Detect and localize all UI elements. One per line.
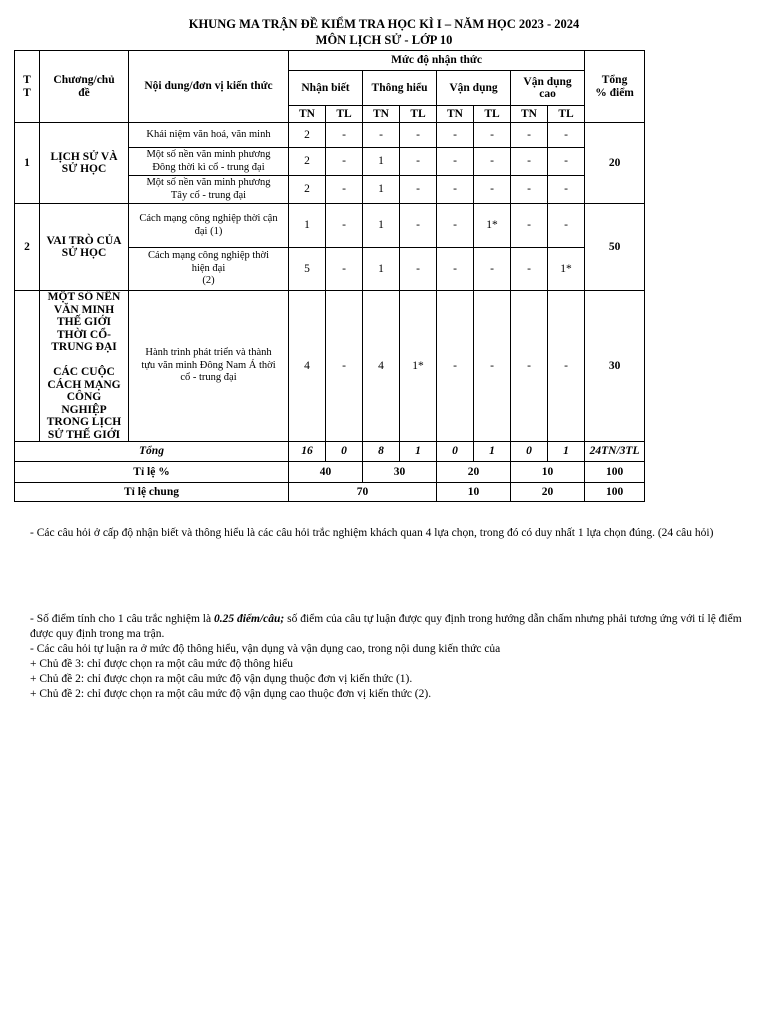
level-cell: - (437, 176, 474, 204)
level-cell: 5 (289, 248, 326, 291)
total-cell: 1 (474, 442, 511, 462)
sub-header-cell: TN (437, 106, 474, 123)
chapter-total: 50 (585, 204, 645, 291)
chapter-total: 30 (585, 291, 645, 442)
level-cell: 1 (363, 204, 400, 248)
level-cell: - (326, 291, 363, 442)
header-content: Nội dung/đơn vị kiến thức (129, 51, 289, 123)
level-cell: 1 (363, 248, 400, 291)
level-cell: 4 (289, 291, 326, 442)
level-cell: 1* (400, 291, 437, 442)
level-cell: - (400, 123, 437, 148)
header-chapter: Chương/chủ đề (40, 51, 129, 123)
document-subtitle: MÔN LỊCH SỬ - LỚP 10 (315, 33, 453, 47)
level-cell: 1 (289, 204, 326, 248)
chapter-number (15, 291, 40, 442)
header-total: Tổng % điểm (585, 51, 645, 123)
ratio-cell: 40 (289, 462, 363, 483)
sub-header-cell: TL (548, 106, 585, 123)
level-cell: 4 (363, 291, 400, 442)
level-cell: - (548, 176, 585, 204)
level-cell: 1 (363, 176, 400, 204)
level-cell: - (400, 148, 437, 176)
overall-ratio-total: 100 (585, 483, 645, 502)
level-cell: - (548, 291, 585, 442)
note-topic-2-apply: + Chủ đề 2: chỉ được chọn ra một câu mức độ vận dụng thuộc đơn vị kiến thức (1). (30, 673, 413, 685)
ratio-row (15, 462, 645, 483)
level-cell: - (437, 148, 474, 176)
level-cell: - (437, 248, 474, 291)
level-cell: - (400, 248, 437, 291)
sub-header-cell: TN (363, 106, 400, 123)
sub-header-cell: TN (289, 106, 326, 123)
level-cell: 2 (289, 148, 326, 176)
note-topic-3: + Chủ đề 3: chỉ được chọn ra một câu mức độ thông hiểu (30, 658, 293, 670)
level-thong-hieu: Thông hiểu (363, 71, 437, 106)
total-cell: 0 (511, 442, 548, 462)
content-unit: Khái niệm văn hoá, văn minh (129, 123, 289, 148)
ratio-cell: 30 (363, 462, 437, 483)
level-cell: - (548, 204, 585, 248)
level-cell: - (326, 204, 363, 248)
level-cell: - (437, 123, 474, 148)
level-cell: - (511, 248, 548, 291)
level-cell: 1* (548, 248, 585, 291)
ratio-label: Tỉ lệ % (15, 462, 289, 483)
level-cell: - (511, 123, 548, 148)
content-row (15, 204, 645, 248)
ratio-cell: 20 (437, 462, 511, 483)
chapter-name: LỊCH SỬ VÀ SỬ HỌC (40, 123, 129, 204)
level-van-dung: Vận dụng (437, 71, 511, 106)
level-cell: - (511, 204, 548, 248)
level-cell: - (400, 176, 437, 204)
total-overall: 24TN/3TL (585, 442, 645, 462)
level-cell: - (511, 291, 548, 442)
total-cell: 1 (548, 442, 585, 462)
total-cell: 8 (363, 442, 400, 462)
level-cell: - (511, 148, 548, 176)
level-cell: - (474, 123, 511, 148)
content-row (15, 291, 645, 442)
content-unit: Một số nền văn minh phương Đông thời kì cổ - trung đại (129, 148, 289, 176)
level-cell: 1 (363, 148, 400, 176)
level-cell: 1* (474, 204, 511, 248)
total-cell: 0 (326, 442, 363, 462)
level-cell: - (437, 204, 474, 248)
sub-header-cell: TL (326, 106, 363, 123)
overall-ratio-label: Tỉ lệ chung (15, 483, 289, 502)
level-cell: - (548, 148, 585, 176)
total-label: Tổng (15, 442, 289, 462)
total-row (15, 442, 645, 462)
ratio-total: 100 (585, 462, 645, 483)
chapter-name: VAI TRÒ CỦA SỬ HỌC (40, 204, 129, 291)
note-scoring-emphasis: 0.25 điểm/câu; (213, 613, 285, 625)
content-row (15, 123, 645, 148)
sub-header-cell: TL (400, 106, 437, 123)
notes-block (30, 612, 748, 702)
level-cell: - (474, 148, 511, 176)
note-essay: - Các câu hỏi tự luận ra ở mức độ thông hiểu, vận dụng và vận dụng cao, trong nội dung kiến thức của (30, 643, 501, 655)
note-multiple-choice: - Các câu hỏi ở cấp độ nhận biết và thông hiểu là các câu hỏi trắc nghiệm khách quan 4 lựa chọn, trong đó có duy nhất 1 lựa chọn đúng. (24 câu hỏi) (30, 527, 714, 539)
level-cell: - (548, 123, 585, 148)
level-cell: - (363, 123, 400, 148)
content-unit: Cách mạng công nghiệp thời hiện đại (2) (129, 248, 289, 291)
header-level: Mức độ nhận thức (289, 51, 585, 71)
overall-ratio-cell: 10 (437, 483, 511, 502)
level-nhan-biet: Nhận biết (289, 71, 363, 106)
content-unit: Hành trình phát triển và thành tựu văn minh Đông Nam Á thời cổ - trung đại (129, 291, 289, 442)
ratio-cell: 10 (511, 462, 585, 483)
overall-ratio-cell: 20 (511, 483, 585, 502)
content-unit: Cách mạng công nghiệp thời cận đại (1) (129, 204, 289, 248)
level-cell: - (326, 123, 363, 148)
chapter-number: 2 (15, 204, 40, 291)
overall-ratio-cell: 70 (289, 483, 437, 502)
level-van-dung-cao: Vận dụng cao (511, 71, 585, 106)
chapter-total: 20 (585, 123, 645, 204)
level-cell: - (326, 148, 363, 176)
header-tt: T T (15, 51, 40, 123)
total-cell: 16 (289, 442, 326, 462)
note-scoring-post: số điểm của câu tự luận được quy định trong hướng dẫn chấm nhưng phải tương ứng với tỉ lệ điểm được quy định trong ma trận. (30, 613, 742, 640)
level-cell: - (400, 204, 437, 248)
level-cell: 2 (289, 123, 326, 148)
note-scoring-pre: - Số điểm tính cho 1 câu trắc nghiệm là (30, 613, 214, 625)
total-cell: 0 (437, 442, 474, 462)
sub-header-cell: TL (474, 106, 511, 123)
note-scoring (30, 612, 748, 642)
level-cell: - (474, 291, 511, 442)
level-cell: - (326, 248, 363, 291)
total-cell: 1 (400, 442, 437, 462)
chapter-number: 1 (15, 123, 40, 204)
level-cell: - (437, 291, 474, 442)
sub-header-cell: TN (511, 106, 548, 123)
chapter-name: MỘT SỐ NỀN VĂN MINH THẾ GIỚI THỜI CỔ- TRUNG ĐẠI CÁC CUỘC CÁCH MẠNG CÔNG NGHIỆP TRONG LỊCH SỬ THẾ GIỚI (40, 291, 129, 442)
note-topic-2-advanced: + Chủ đề 2: chỉ được chọn ra một câu mức độ vận dụng cao thuộc đơn vị kiến thức (2). (30, 688, 432, 700)
level-cell: 2 (289, 176, 326, 204)
matrix-table (14, 50, 645, 502)
level-cell: - (474, 176, 511, 204)
content-unit: Một số nền văn minh phương Tây cổ - trung đại (129, 176, 289, 204)
level-cell: - (511, 176, 548, 204)
level-cell: - (326, 176, 363, 204)
document-title: KHUNG MA TRẬN ĐỀ KIỂM TRA HỌC KÌ I – NĂM HỌC 2023 - 2024 (188, 17, 580, 31)
overall-ratio-row (15, 483, 645, 502)
level-cell: - (474, 248, 511, 291)
